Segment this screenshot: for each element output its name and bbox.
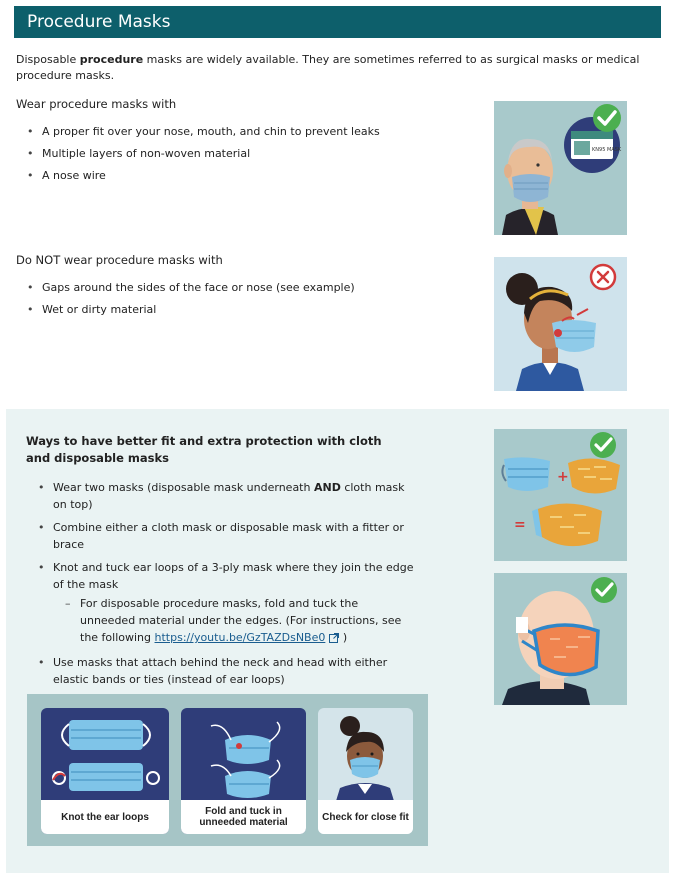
equals-sign: =: [514, 517, 526, 533]
list-item: • A nose wire: [16, 168, 456, 184]
list-item: • Wet or dirty material: [16, 302, 456, 318]
woman-mask-gap-image: [494, 257, 627, 391]
double-mask-image: [494, 429, 627, 561]
card-knot-ear-loops: [41, 708, 169, 834]
list-item: • Wear two masks (disposable mask underneath AND cloth mask on top): [28, 479, 414, 513]
list-item: • Knot and tuck ear loops of a 3-ply mask where they join the edge of the mask – For disposable procedure masks, fold and tuck the unneeded material under the edges. (For instructions, see the following https://youtu.be/GzTAZDsNBe0 ): [28, 559, 414, 648]
better-fit-heading: Ways to have better fit and extra protection with cloth and disposable masks: [26, 434, 382, 465]
external-link-icon[interactable]: [329, 631, 339, 648]
fit-steps-strip: [27, 694, 428, 846]
plus-sign: +: [557, 469, 569, 485]
page-title: Procedure Masks: [14, 6, 661, 38]
wear-with-list: [16, 124, 456, 190]
youtube-link[interactable]: https://youtu.be/GzTAZDsNBe0: [154, 631, 326, 644]
list-item: • A proper fit over your nose, mouth, and chin to prevent leaks: [16, 124, 456, 140]
list-item: • Multiple layers of non-woven material: [16, 146, 456, 162]
list-item: • Combine either a cloth mask or disposable mask with a fitter or brace: [28, 519, 414, 553]
list-item: • Use masks that attach behind the neck and head with either elastic bands or ties (instead of ear loops): [28, 654, 414, 688]
man-wearing-mask-image: [494, 101, 627, 235]
card-label-knot: Knot the ear loops: [41, 800, 169, 834]
better-fit-list: [28, 479, 414, 694]
card-label-check: Check for close fit: [318, 800, 413, 834]
card-label-fold: Fold and tuck in unneeded material: [181, 800, 306, 834]
intro-paragraph: Disposable procedure masks are widely available. They are sometimes referred to as surgical masks or medical procedure masks.: [16, 53, 640, 82]
do-not-list: [16, 280, 456, 324]
card-fold-and-tuck: [181, 708, 306, 834]
card-check-close-fit: [318, 708, 413, 834]
kn95-box-label: KN95 MASK: [592, 147, 622, 153]
list-item: • Gaps around the sides of the face or nose (see example): [16, 280, 456, 296]
sub-list-item: – For disposable procedure masks, fold and tuck the unneeded material under the edges. (For instructions, see the following https://youtu.be/GzTAZDsNBe0 ): [53, 595, 414, 648]
do-not-heading: Do NOT wear procedure masks with: [16, 253, 223, 267]
wear-with-heading: Wear procedure masks with: [16, 97, 177, 111]
mask-brace-image: [494, 573, 627, 705]
